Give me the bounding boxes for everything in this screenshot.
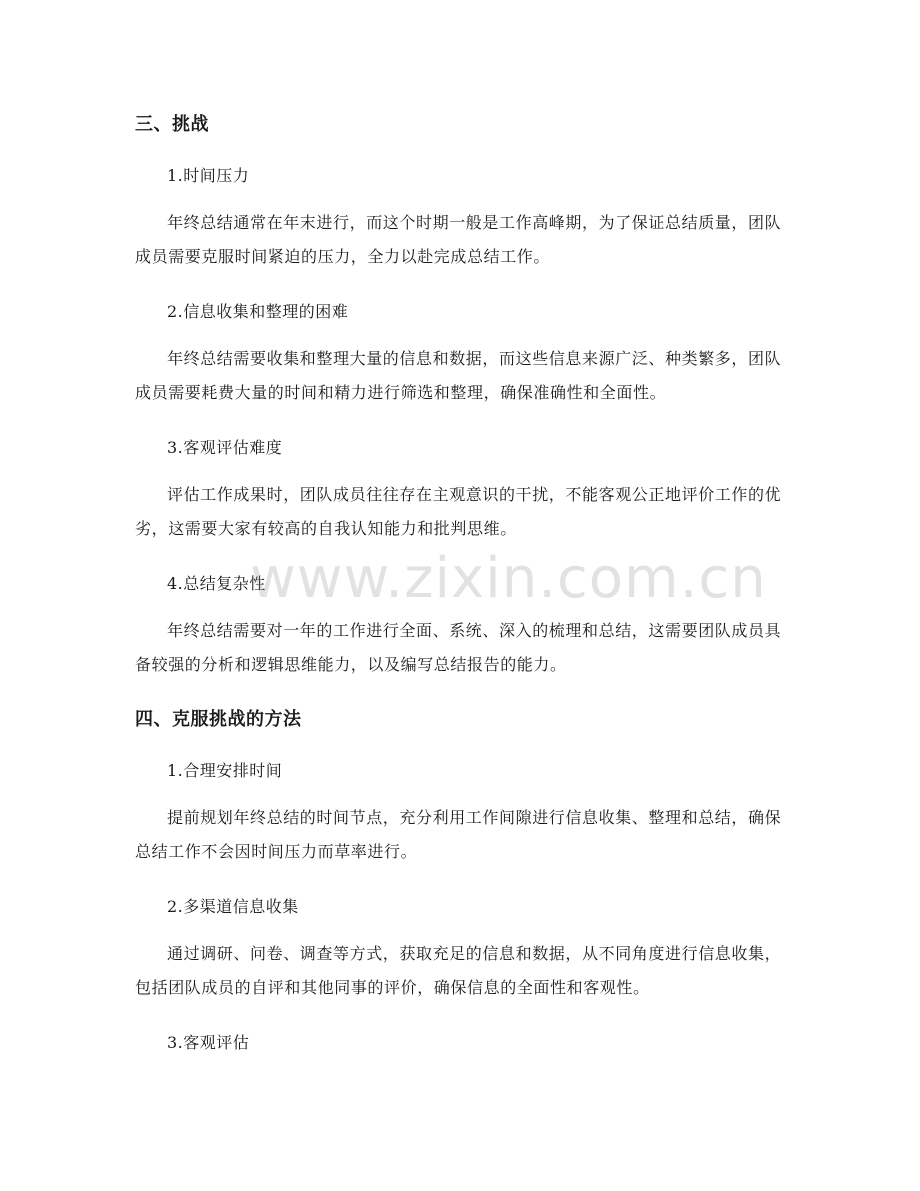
section-heading-methods: 四、克服挑战的方法 bbox=[135, 709, 302, 730]
watermark: www.zixin.com.cn bbox=[250, 546, 767, 611]
paragraph-objective-evaluation-difficulty: 评估工作成果时，团队成员往往存在主观意识的干扰，不能客观公正地评价工作的优劣，这需要大家有较高的自我认知能力和批判思维。 bbox=[135, 485, 782, 538]
subheading-summary-complexity: 4.总结复杂性 bbox=[167, 574, 266, 593]
subheading-time-pressure: 1.时间压力 bbox=[167, 166, 250, 185]
paragraph-multichannel-collection: 通过调研、问卷、调查等方式，获取充足的信息和数据，从不同角度进行信息收集，包括团队成员的自评和其他同事的评价，确保信息的全面性和客观性。 bbox=[135, 944, 782, 997]
subheading-multichannel-collection: 2.多渠道信息收集 bbox=[167, 897, 299, 916]
paragraph-arrange-time: 提前规划年终总结的时间节点，充分利用工作间隙进行信息收集、整理和总结，确保总结工作不会因时间压力而草率进行。 bbox=[135, 808, 782, 861]
subheading-info-collection-difficulty: 2.信息收集和整理的困难 bbox=[167, 302, 349, 321]
subheading-objective-evaluation-difficulty: 3.客观评估难度 bbox=[167, 438, 283, 457]
paragraph-info-collection-difficulty: 年终总结需要收集和整理大量的信息和数据，而这些信息来源广泛、种类繁多，团队成员需要耗费大量的时间和精力进行筛选和整理，确保准确性和全面性。 bbox=[135, 349, 782, 402]
subheading-objective-evaluation: 3.客观评估 bbox=[167, 1033, 250, 1052]
paragraph-summary-complexity: 年终总结需要对一年的工作进行全面、系统、深入的梳理和总结，这需要团队成员具备较强的分析和逻辑思维能力，以及编写总结报告的能力。 bbox=[135, 621, 782, 674]
section-heading-challenges: 三、挑战 bbox=[135, 114, 209, 135]
subheading-arrange-time: 1.合理安排时间 bbox=[167, 761, 283, 780]
paragraph-time-pressure: 年终总结通常在年末进行，而这个时期一般是工作高峰期，为了保证总结质量，团队成员需要克服时间紧迫的压力，全力以赴完成总结工作。 bbox=[135, 213, 782, 266]
